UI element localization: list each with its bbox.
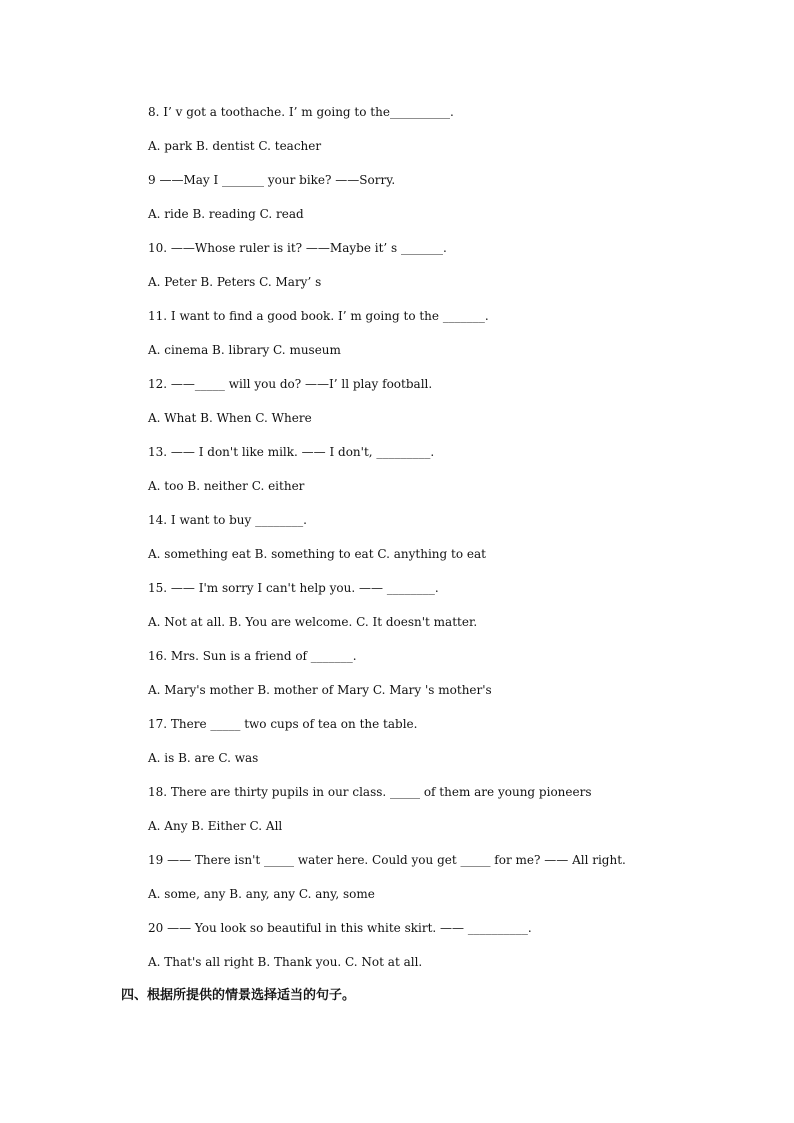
options-20: A. That's all right B. Thank you. C. Not at all. [148,955,423,969]
options-17: A. is B. are C. was [148,751,259,765]
question-19: 19 —— There isn't _____ water here. Could you get _____ for me? —— All right. [148,853,626,867]
question-10: 10. ——Whose ruler is it? ——Maybe it’ s _______. [148,241,447,255]
question-11: 11. I want to find a good book. I’ m going to the _______. [148,309,489,323]
options-9: A. ride B. reading C. read [148,207,304,221]
options-14: A. something eat B. something to eat C. anything to eat [148,547,486,561]
question-14: 14. I want to buy ________. [148,513,307,527]
options-16: A. Mary's mother B. mother of Mary C. Mary 's mother's [148,683,492,697]
question-18: 18. There are thirty pupils in our class. _____ of them are young pioneers [148,785,592,799]
options-11: A. cinema B. library C. museum [148,343,341,357]
question-13: 13. —— I don't like milk. —— I don't, _________. [148,445,435,459]
question-9: 9 ——May I _______ your bike? ——Sorry. [148,173,396,187]
options-10: A. Peter B. Peters C. Mary’ s [148,275,322,289]
question-12: 12. ——_____ will you do? ——I’ ll play football. [148,377,433,391]
options-18: A. Any B. Either C. All [148,819,283,833]
section-heading: 四、根据所提供的情景选择适当的句子。 [121,988,356,1003]
question-20: 20 —— You look so beautiful in this white skirt. —— __________. [148,921,532,935]
question-15: 15. —— I'm sorry I can't help you. —— ________. [148,581,439,595]
options-8: A. park B. dentist C. teacher [148,139,322,153]
options-15: A. Not at all. B. You are welcome. C. It doesn't matter. [148,615,478,629]
question-8: 8. I’ v got a toothache. I’ m going to the__________. [148,105,454,119]
options-19: A. some, any B. any, any C. any, some [148,887,375,901]
options-12: A. What B. When C. Where [148,411,312,425]
question-16: 16. Mrs. Sun is a friend of _______. [148,649,357,663]
options-13: A. too B. neither C. either [148,479,305,493]
question-17: 17. There _____ two cups of tea on the table. [148,717,418,731]
